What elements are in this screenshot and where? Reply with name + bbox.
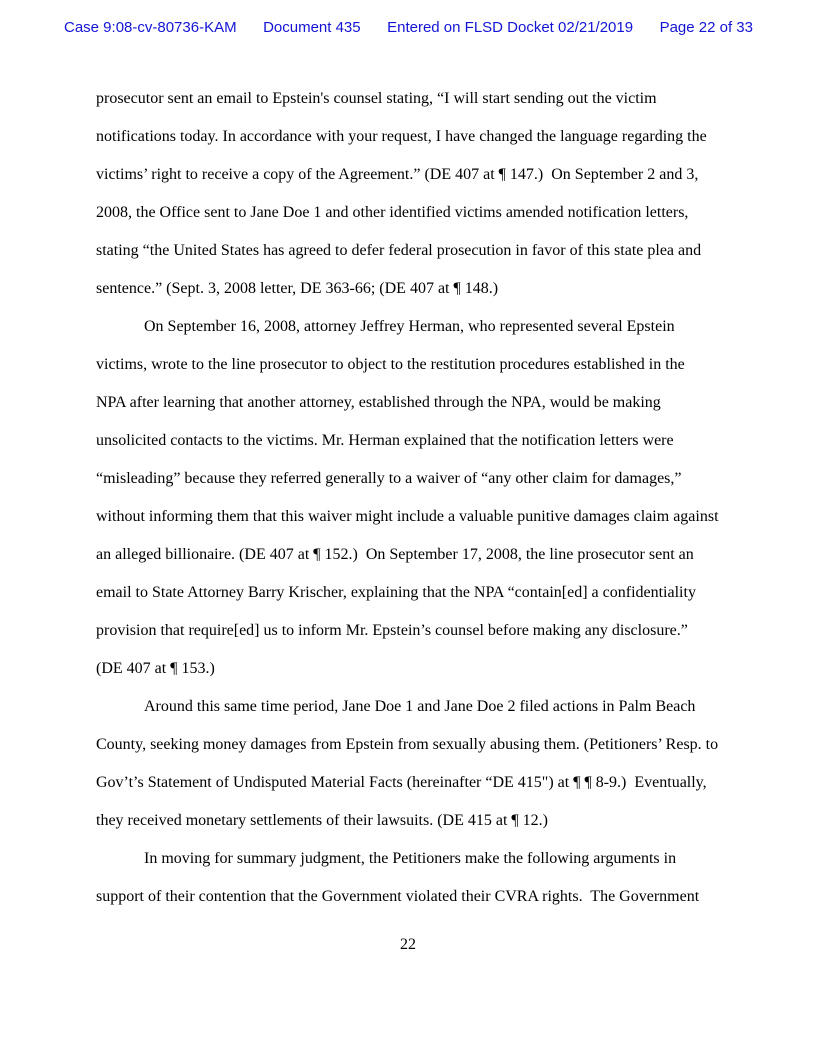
text-line: County, seeking money damages from Epstein from sexually abusing them. (Petitioners’ Resp. to	[96, 736, 719, 753]
text-line: email to State Attorney Barry Krischer, explaining that the NPA “contain[ed] a confidentiality	[96, 584, 696, 601]
text-line: In moving for summary judgment, the Petitioners make the following arguments in	[144, 850, 677, 867]
text-line: they received monetary settlements of their lawsuits. (DE 415 at ¶ 12.)	[96, 812, 549, 829]
header-page-info: Page 22 of 33	[659, 19, 753, 36]
case-header	[64, 19, 753, 36]
text-line: notifications today. In accordance with your request, I have changed the language regarding the	[96, 128, 707, 145]
paragraph	[96, 840, 721, 916]
text-line: without informing them that this waiver might include a valuable punitive damages claim against	[96, 508, 719, 525]
paragraph	[96, 688, 721, 840]
text-line: provision that require[ed] us to inform Mr. Epstein’s counsel before making any disclosure.”	[96, 622, 688, 639]
text-line: NPA after learning that another attorney, established through the NPA, would be making	[96, 394, 661, 411]
text-line: Around this same time period, Jane Doe 1 and Jane Doe 2 filed actions in Palm Beach	[144, 698, 696, 715]
text-line: support of their contention that the Government violated their CVRA rights. The Government	[96, 888, 700, 905]
text-line: victims’ right to receive a copy of the Agreement.” (DE 407 at ¶ 147.) On September 2 and 3,	[96, 166, 699, 183]
document-body	[96, 80, 721, 916]
paragraph	[96, 80, 721, 308]
text-line: prosecutor sent an email to Epstein's counsel stating, “I will start sending out the victim	[96, 90, 657, 107]
text-line: an alleged billionaire. (DE 407 at ¶ 152.) On September 17, 2008, the line prosecutor sent an	[96, 546, 694, 563]
header-document-number: Document 435	[263, 19, 361, 36]
text-line: On September 16, 2008, attorney Jeffrey Herman, who represented several Epstein	[144, 318, 675, 335]
text-line: (DE 407 at ¶ 153.)	[96, 660, 215, 677]
header-docket-entry: Entered on FLSD Docket 02/21/2019	[387, 19, 634, 36]
text-line: Gov’t’s Statement of Undisputed Material Facts (hereinafter “DE 415") at ¶ ¶ 8-9.) Eventually,	[96, 774, 707, 791]
text-line: 2008, the Office sent to Jane Doe 1 and other identified victims amended notification letters,	[96, 204, 689, 221]
text-line: victims, wrote to the line prosecutor to object to the restitution procedures established in the	[96, 356, 685, 373]
paragraph	[96, 308, 721, 688]
page-number: 22	[400, 936, 416, 953]
text-line: “misleading” because they referred generally to a waiver of “any other claim for damages,”	[96, 470, 682, 487]
text-line: unsolicited contacts to the victims. Mr. Herman explained that the notification letters were	[96, 432, 674, 449]
text-line: stating “the United States has agreed to defer federal prosecution in favor of this state plea and	[96, 242, 702, 259]
header-case-number: Case 9:08-cv-80736-KAM	[64, 19, 237, 36]
text-line: sentence.” (Sept. 3, 2008 letter, DE 363-66; (DE 407 at ¶ 148.)	[96, 280, 499, 297]
